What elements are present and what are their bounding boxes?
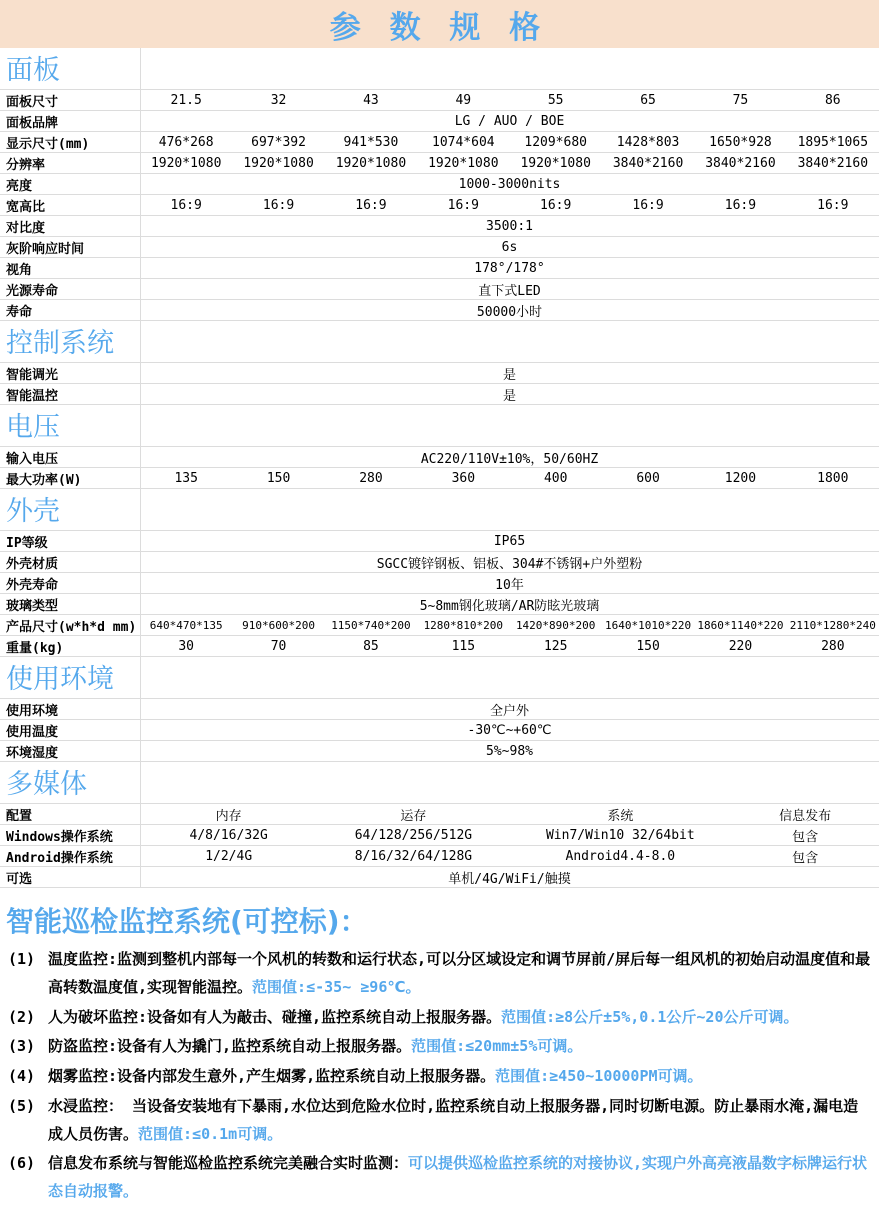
value-cell: LG / AUO / BOE [454, 113, 565, 129]
row-label: 面板品牌 [6, 115, 59, 131]
value-cell: 135 [174, 470, 198, 486]
value-cell: 内存 [215, 808, 242, 824]
value-cell: 697*392 [251, 134, 306, 150]
table-row [0, 279, 879, 300]
table-row [0, 846, 879, 867]
table-row [0, 132, 879, 153]
value-cell: 1640*1010*220 [605, 618, 692, 632]
table-row [0, 552, 879, 573]
row-label: IP等级 [6, 535, 48, 551]
section-heading-0: 面板 [0, 48, 879, 90]
row-label: 亮度 [6, 178, 33, 194]
table-row [0, 615, 879, 636]
row-label: 宽高比 [6, 199, 46, 215]
item-text: 防盗监控:设备有人为撬门,监控系统自动上报服务器。 [48, 1037, 412, 1056]
row-label: 智能调光 [6, 367, 59, 383]
item-range-text: 范围值:≤20mm±5%可调。 [411, 1037, 583, 1056]
section-heading-1: 控制系统 [0, 321, 879, 363]
value-cell: 包含 [792, 850, 819, 866]
value-cell: 1920*1080 [150, 155, 222, 171]
value-cell: 16:9 [355, 197, 387, 213]
item-range-text: 范围值:≥8公斤±5%,0.1公斤~20公斤可调。 [501, 1007, 799, 1026]
value-cell: 476*268 [158, 134, 214, 150]
item-text: 信息发布系统与智能巡检监控系统完美融合实时监测： [48, 1154, 409, 1173]
row-values [140, 615, 879, 635]
value-cell: 系统 [607, 808, 634, 824]
value-cell: 32 [270, 92, 287, 108]
monitoring-item [4, 1093, 875, 1149]
value-cell: 1860*1140*220 [697, 618, 784, 632]
monitoring-item [4, 1033, 875, 1061]
value-cell: 75 [732, 92, 749, 108]
row-label: 显示尺寸(mm) [6, 136, 90, 152]
row-label: 重量(kg) [6, 640, 64, 656]
value-cell: 55 [547, 92, 564, 108]
value-cell: 1200 [724, 470, 757, 486]
row-values [140, 363, 879, 383]
table-row [0, 216, 879, 237]
value-cell: 115 [451, 638, 476, 654]
table-row [0, 636, 879, 657]
row-values [140, 804, 879, 824]
value-cell: 1920*1080 [520, 155, 591, 171]
value-cell: 16:9 [724, 197, 757, 213]
row-label: 产品尺寸(w*h*d mm) [6, 619, 137, 635]
row-values [140, 741, 879, 761]
row-label: 面板尺寸 [6, 94, 59, 110]
row-values [140, 258, 879, 278]
monitoring-item [4, 1150, 875, 1206]
value-cell: 1428*803 [616, 134, 680, 150]
item-text: 烟雾监控:设备内部发生意外,产生烟雾,监控系统自动上报服务器。 [48, 1067, 496, 1085]
value-cell: 1/2/4G [205, 848, 253, 864]
value-cell: 125 [543, 638, 568, 654]
row-label: 灰阶响应时间 [6, 241, 85, 257]
value-cell: SGCC镀锌钢板、铝板、304#不锈钢+户外塑粉 [376, 556, 643, 572]
row-values [140, 300, 879, 320]
value-cell: 3840*2160 [797, 155, 869, 171]
item-range-text: 范围值:≥450~10000PM可调。 [495, 1067, 703, 1085]
item-text: 水浸监控： 当设备安装地有下暴雨,水位达到危险水位时,监控系统自动上报服务器,同时切断电源。防止暴雨水淹,漏电造成人员伤害。 [48, 1096, 859, 1143]
section-heading-2: 电压 [0, 405, 879, 447]
row-label: 环境湿度 [6, 745, 59, 761]
value-cell: 16:9 [540, 197, 572, 213]
value-cell: Win7/Win10 32/64bit [545, 827, 695, 843]
value-cell: 运存 [400, 808, 427, 824]
value-cell: 360 [451, 470, 476, 486]
value-cell: 150 [636, 638, 660, 654]
monitoring-item [4, 946, 875, 1002]
value-cell: 信息发布 [779, 808, 832, 824]
value-cell: 65 [640, 92, 656, 108]
item-range-text: 范围值:≤-35~ ≥96℃。 [252, 977, 421, 996]
value-cell: 178°/178° [474, 260, 545, 276]
value-cell: 50000小时 [476, 304, 543, 320]
value-cell: 6s [501, 239, 518, 255]
value-cell: 49 [455, 92, 472, 108]
table-row [0, 720, 879, 741]
item-number: (1) [8, 950, 36, 968]
row-values [140, 636, 879, 656]
item-range-text: 范围值:≤0.1m可调。 [138, 1124, 283, 1143]
value-cell: 941*530 [343, 134, 399, 150]
value-cell: 5~8mm钢化玻璃/AR防眩光玻璃 [419, 598, 600, 614]
row-label: 寿命 [6, 304, 33, 320]
value-cell: 1074*604 [432, 134, 495, 150]
row-label: 光源寿命 [6, 283, 59, 299]
table-row [0, 867, 879, 888]
row-label: Android操作系统 [6, 850, 113, 866]
row-values [140, 111, 879, 131]
item-number: (2) [8, 1007, 36, 1026]
value-cell: 16:9 [170, 197, 202, 213]
value-cell: 2110*1280*240 [789, 618, 876, 632]
value-cell: 86 [824, 92, 841, 108]
value-cell: 3500:1 [486, 218, 533, 234]
row-values [140, 594, 879, 614]
row-label: 输入电压 [6, 451, 59, 467]
row-label: 外壳寿命 [6, 577, 59, 593]
monitoring-item [4, 1004, 875, 1032]
value-cell: 1800 [817, 470, 849, 486]
value-cell: 1920*1080 [428, 155, 499, 171]
row-values [140, 720, 879, 740]
table-row [0, 300, 879, 321]
value-cell: 280 [359, 470, 383, 486]
monitoring-section [0, 888, 879, 1206]
value-cell: 43 [363, 92, 379, 108]
value-cell: 是 [502, 388, 516, 404]
table-row [0, 174, 879, 195]
value-cell: 600 [636, 470, 660, 486]
monitoring-items [4, 946, 875, 1206]
table-row [0, 594, 879, 615]
table-row [0, 258, 879, 279]
value-cell: 16:9 [447, 197, 479, 213]
value-cell: Android4.4-8.0 [565, 848, 676, 864]
value-cell: 400 [543, 470, 568, 486]
value-cell: 单机/4G/WiFi/触摸 [448, 871, 571, 887]
value-cell: 全户外 [489, 703, 529, 719]
row-values [140, 237, 879, 257]
row-label: 配置 [6, 808, 33, 824]
spec-table [0, 48, 879, 888]
row-values [140, 531, 879, 551]
row-values [140, 825, 879, 845]
table-row [0, 195, 879, 216]
row-values [140, 447, 879, 467]
value-cell: 220 [728, 638, 753, 654]
value-cell: 64/128/256/512G [354, 827, 473, 843]
row-values [140, 384, 879, 404]
value-cell: 16:9 [817, 197, 849, 213]
row-values [140, 573, 879, 593]
row-label: 使用温度 [6, 724, 59, 740]
value-cell: 640*470*135 [149, 618, 223, 632]
item-text: 人为破坏监控:设备如有人为敲击、碰撞,监控系统自动上报服务器。 [48, 1007, 502, 1026]
table-row [0, 237, 879, 258]
row-label: 视角 [6, 262, 33, 278]
section-heading-3: 外壳 [0, 489, 879, 531]
row-label: 分辨率 [6, 157, 46, 173]
row-label: 智能温控 [6, 388, 59, 404]
row-values [140, 279, 879, 299]
row-label: 最大功率(W) [6, 472, 82, 488]
value-cell: 1920*1080 [243, 155, 314, 171]
value-cell: 是 [502, 367, 516, 383]
section-heading-4: 使用环境 [0, 657, 879, 699]
row-values [140, 552, 879, 572]
table-row [0, 531, 879, 552]
value-cell: 1000-3000nits [458, 176, 561, 192]
table-row [0, 699, 879, 720]
row-values [140, 468, 879, 488]
value-cell: 150 [266, 470, 291, 486]
page-title: 参 数 规 格 [329, 9, 550, 46]
value-cell: 1209*680 [524, 134, 587, 150]
row-values [140, 153, 879, 173]
row-values [140, 174, 879, 194]
row-values [140, 846, 879, 866]
table-row [0, 363, 879, 384]
value-cell: -30℃~+60℃ [467, 722, 552, 738]
value-cell: IP65 [493, 533, 526, 549]
row-label: 外壳材质 [6, 556, 59, 572]
row-label: 玻璃类型 [6, 598, 59, 614]
table-row [0, 741, 879, 762]
value-cell: 直下式LED [478, 283, 541, 299]
row-values [140, 195, 879, 215]
item-number: (6) [8, 1154, 36, 1173]
value-cell: 3840*2160 [612, 155, 684, 171]
table-row [0, 825, 879, 846]
monitoring-item [4, 1063, 875, 1091]
monitoring-heading: 智能巡检监控系统(可控标)： [6, 905, 368, 938]
item-range-text: 可以提供巡检监控系统的对接协议,实现户外高亮液晶数字标牌运行状态自动报警。 [48, 1154, 868, 1200]
item-number: (4) [8, 1067, 36, 1085]
table-row [0, 447, 879, 468]
value-cell: 8/16/32/64/128G [354, 848, 473, 864]
item-text: 温度监控:监测到整机内部每一个风机的转数和运行状态,可以分区域设定和调节屏前/屏后每一组风机的初始启动温度值和最高转数温度值,实现智能温控。 [48, 950, 871, 996]
value-cell: 1920*1080 [335, 155, 407, 171]
value-cell: 10年 [495, 577, 524, 593]
value-cell: 85 [363, 638, 379, 654]
row-values [140, 90, 879, 110]
value-cell: 1150*740*200 [331, 618, 411, 632]
item-number: (3) [8, 1037, 36, 1056]
value-cell: 21.5 [170, 92, 202, 108]
value-cell: 1420*890*200 [515, 618, 596, 632]
value-cell: 1650*928 [709, 134, 772, 150]
table-row [0, 111, 879, 132]
table-row [0, 153, 879, 174]
table-row [0, 468, 879, 489]
value-cell: 16:9 [262, 197, 295, 213]
value-cell: AC220/110V±10%，50/60HZ [420, 451, 599, 467]
section-heading-5: 多媒体 [0, 762, 879, 804]
value-cell: 5%~98% [486, 743, 533, 759]
value-cell: 3840*2160 [705, 155, 776, 171]
value-cell: 16:9 [632, 197, 664, 213]
value-cell: 280 [821, 638, 845, 654]
row-values [140, 867, 879, 887]
value-cell: 包含 [792, 829, 819, 845]
row-values [140, 216, 879, 236]
table-row [0, 804, 879, 825]
row-label: 可选 [6, 871, 33, 887]
title-banner [0, 0, 879, 48]
row-values [140, 699, 879, 719]
row-values [140, 132, 879, 152]
value-cell: 70 [270, 638, 287, 654]
row-label: 使用环境 [6, 703, 59, 719]
value-cell: 1280*810*200 [423, 618, 504, 632]
value-cell: 910*600*200 [242, 618, 315, 632]
value-cell: 4/8/16/32G [189, 827, 268, 843]
row-label: Windows操作系统 [6, 829, 113, 845]
row-label: 对比度 [6, 220, 46, 236]
value-cell: 30 [178, 638, 195, 654]
table-row [0, 90, 879, 111]
item-number: (5) [8, 1096, 36, 1115]
table-row [0, 573, 879, 594]
table-row [0, 384, 879, 405]
value-cell: 1895*1065 [797, 134, 869, 150]
